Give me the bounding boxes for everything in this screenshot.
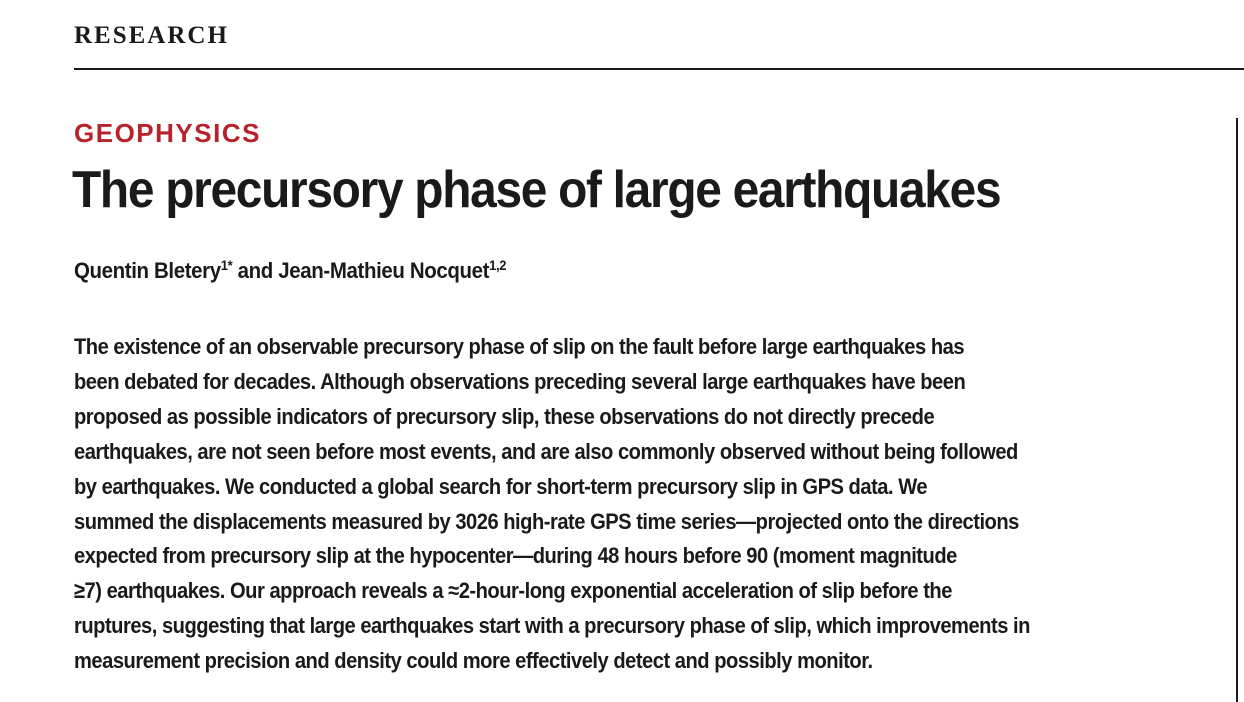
article-category: GEOPHYSICS bbox=[74, 118, 261, 148]
section-header: RESEARCH bbox=[74, 22, 229, 49]
abstract-line: measurement precision and density could more effectively detect and possibly monitor. bbox=[74, 648, 873, 674]
abstract-line: by earthquakes. We conducted a global search for short-term precursory slip in GPS data. We bbox=[74, 473, 928, 499]
abstract-line: The existence of an observable precursory phase of slip on the fault before large earthquakes has bbox=[74, 334, 965, 359]
header-divider bbox=[74, 68, 1244, 70]
column-divider bbox=[1236, 118, 1238, 702]
abstract-line: ≥7) earthquakes. Our approach reveals a ≈2-hour-long exponential acceleration of slip before the bbox=[74, 578, 952, 604]
article-title: The precursory phase of large earthquakes bbox=[72, 161, 1001, 219]
author-list bbox=[74, 258, 506, 284]
corresponding-author-mark: * bbox=[227, 257, 233, 273]
abstract-line: been debated for decades. Although observations preceding several large earthquakes have been bbox=[74, 368, 966, 394]
author-name[interactable]: Jean-Mathieu Nocquet bbox=[278, 258, 490, 283]
abstract-line: expected from precursory slip at the hypocenter—during 48 hours before 90 (moment magnitude bbox=[74, 543, 957, 569]
abstract-line: proposed as possible indicators of precursory slip, these observations do not directly precede bbox=[74, 403, 935, 429]
author-affiliation: 1,2 bbox=[489, 257, 507, 273]
abstract-line: summed the displacements measured by 3026 high-rate GPS time series—projected onto the directions bbox=[74, 508, 1019, 534]
author-name[interactable]: Quentin Bletery bbox=[74, 258, 221, 283]
author-joiner: and bbox=[237, 258, 273, 283]
author-affiliation: 1 bbox=[220, 257, 228, 273]
abstract bbox=[74, 330, 1224, 679]
abstract-line: ruptures, suggesting that large earthquakes start with a precursory phase of slip, which improvements in bbox=[74, 613, 1030, 639]
abstract-line: earthquakes, are not seen before most events, and are also commonly observed without being followed bbox=[74, 438, 1018, 464]
